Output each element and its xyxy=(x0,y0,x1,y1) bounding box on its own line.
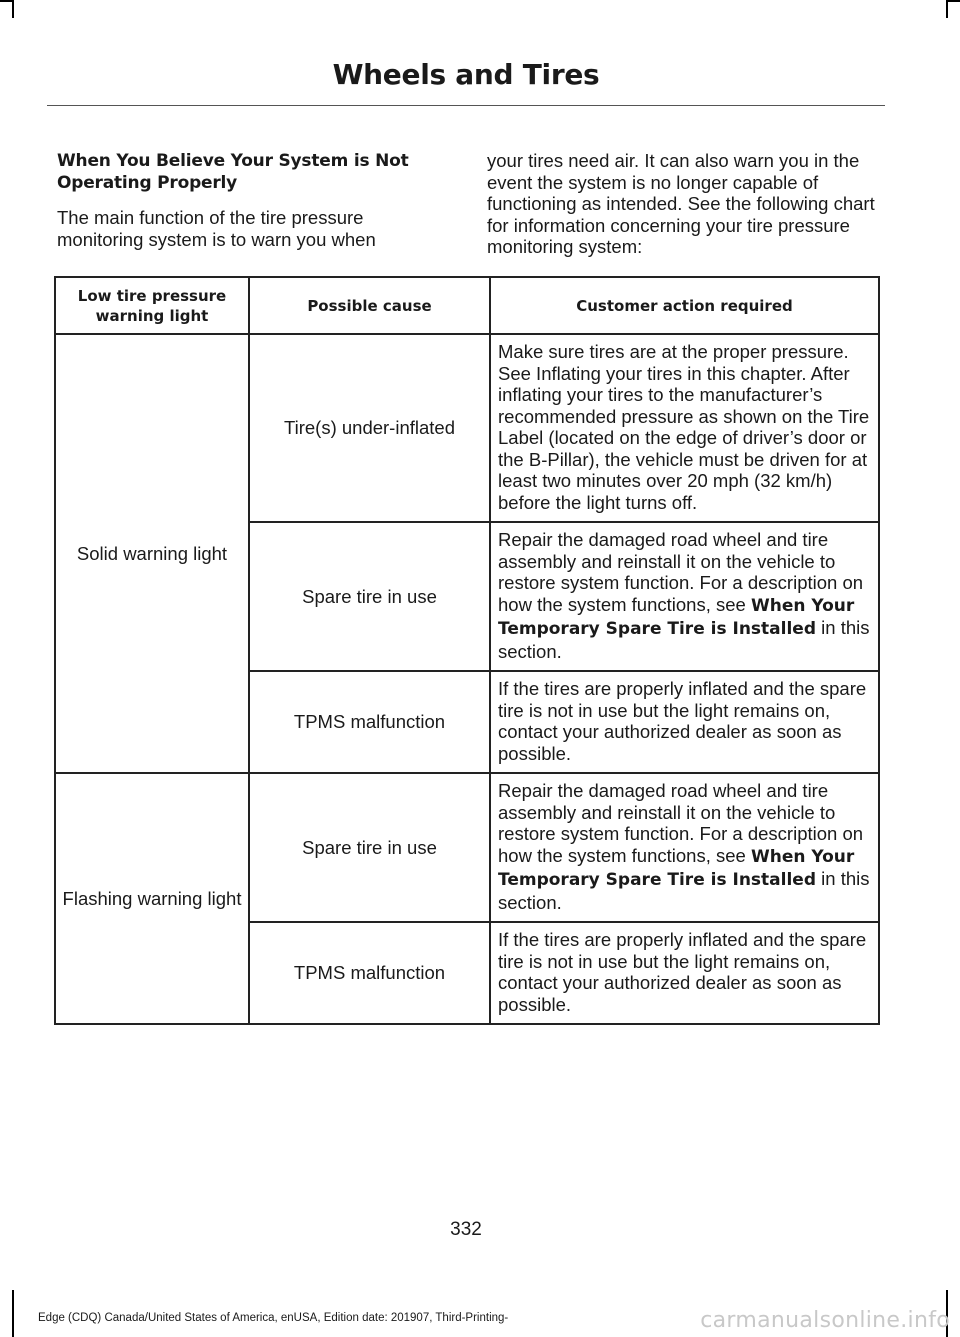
crop-mark xyxy=(12,1290,14,1337)
left-column xyxy=(57,150,452,250)
cause-cell: TPMS malfunction xyxy=(249,922,490,1024)
condition-cell: Flashing warning light xyxy=(55,773,249,1024)
action-cell: If the tires are properly inflated and the spare tire is not in use but the light remains on, contact your authorized dealer as soon as possible. xyxy=(490,671,879,773)
column-header-action: Customer action required xyxy=(490,277,879,334)
crop-mark xyxy=(12,0,14,18)
cross-reference: When Your Temporary Spare Tire is Installed xyxy=(498,846,855,890)
cross-reference: When Your Temporary Spare Tire is Installed xyxy=(498,595,855,639)
page-title: Wheels and Tires xyxy=(332,58,600,91)
cause-cell: Spare tire in use xyxy=(249,773,490,922)
intro-paragraph-continued: your tires need air. It can also warn you in the event the system is no longer capable of functioning as intended. See the following chart for information concerning your tire pressure monitoring system: xyxy=(487,150,875,257)
section-heading: When You Believe Your System is Not Operating Properly xyxy=(57,151,409,193)
table-row xyxy=(55,773,879,922)
cause-cell: Tire(s) under-inflated xyxy=(249,334,490,522)
condition-cell: Solid warning light xyxy=(55,334,249,773)
action-text: in this section. xyxy=(498,617,870,662)
crop-mark xyxy=(946,0,948,18)
action-text: Repair the damaged road wheel and tire assembly and reinstall it on the vehicle to restore system function. For a description on how the system functions, see xyxy=(498,780,864,866)
table-row xyxy=(55,334,879,522)
table-header-row xyxy=(55,277,879,334)
crop-mark xyxy=(0,0,12,2)
tpms-table xyxy=(54,276,880,1025)
watermark: carmanualsonline.info xyxy=(700,1308,950,1333)
right-column xyxy=(487,150,887,258)
crop-mark xyxy=(946,0,960,2)
cause-cell: Spare tire in use xyxy=(249,522,490,671)
action-cell: If the tires are properly inflated and the spare tire is not in use but the light remains on, contact your authorized dealer as soon as possible. xyxy=(490,922,879,1024)
action-text: Repair the damaged road wheel and tire assembly and reinstall it on the vehicle to restore system function. For a description on how the system functions, see xyxy=(498,529,864,615)
header-divider xyxy=(47,105,885,106)
action-text: in this section. xyxy=(498,868,870,913)
intro-paragraph: The main function of the tire pressure monitoring system is to warn you when xyxy=(57,207,376,250)
footer-edition: Edge (CDQ) Canada/United States of America, enUSA, Edition date: 201907, Third-Printing- xyxy=(38,1312,509,1324)
column-header-warning-light: Low tire pressure warning light xyxy=(55,277,249,334)
page-number: 332 xyxy=(450,1219,482,1240)
action-cell xyxy=(490,522,879,671)
action-cell: Make sure tires are at the proper pressure. See Inflating your tires in this chapter. After inflating your tires to the manufacturer’s recommended pressure as shown on the Tire Label (located on the edge of driver’s door or the B-Pillar), the vehicle must be driven for at least two minutes over 20 mph (32 km/h) before the light turns off. xyxy=(490,334,879,522)
column-header-possible-cause: Possible cause xyxy=(249,277,490,334)
action-cell xyxy=(490,773,879,922)
cause-cell: TPMS malfunction xyxy=(249,671,490,773)
